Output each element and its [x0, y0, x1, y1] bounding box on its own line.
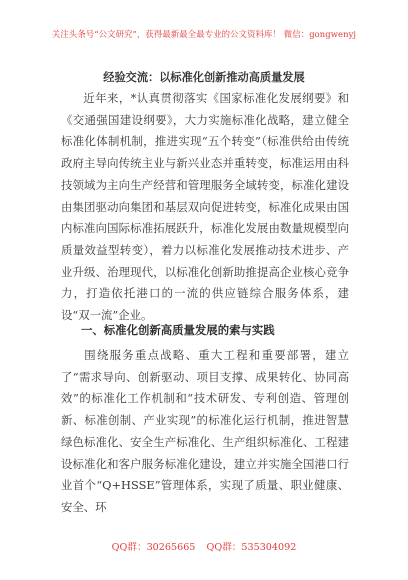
footer-qq-groups — [0, 539, 408, 553]
paragraph-practice — [61, 345, 349, 519]
section-heading: 一、标准化创新高质量发展的索与实践 — [81, 323, 275, 337]
footer-qq-group-1: QQ群：30265665 — [111, 542, 196, 553]
paragraph-intro — [61, 88, 349, 327]
document-title: 经验交流：以标准化创新推动高质量发展 — [103, 70, 305, 84]
footer-qq-group-2: QQ群：535304092 — [206, 542, 297, 553]
paragraph-practice-text: 围绕服务重点战略、重大工程和重要部署，建立了“需求导向、创新驱动、项目支撑、成果转化、协同高效”的标准化工作机制和“技术研发、专利创造、管理创新、标准创制、产业实现”的标准化运行机制，推进智慧绿色标准化、安全生产标准化、生产组织标准化、工程建设标准化和客户服务标准化建设，建立并实施全国港口行业首个“Q+HSSE”管理体系，实现了质量、职业健康、安全、环 — [61, 348, 349, 514]
paragraph-intro-text: 近年来，*认真贯彻落实《国家标准化发展纲要》和《交通强国建设纲要》，大力实施标准化战略，建立健全标准化体制机制，推进实现“五个转变”（标准供给由传统政府主导向传统主业与新兴业态并重转变，标准运用由科技领域为主向生产经营和管理服务全域转变，标准化建设由集团驱动向集团和基层双向促进转变，标准化成果由国内标准向国际标准拓展跃升，标准化发展由数量规模型向质量效益型转变），着力以标准化发展推动技术进步、产业升级、治理现代，以标准化创新助推提高企业核心竞争力，打造依托港口的一流的供应链综合服务体系，建设“双一流”企业。 — [61, 91, 349, 323]
header-promo-text: 关注头条号“公文研究”，获得最新最全最专业的公文资料库！ 微信：gongwenyj — [51, 29, 357, 39]
